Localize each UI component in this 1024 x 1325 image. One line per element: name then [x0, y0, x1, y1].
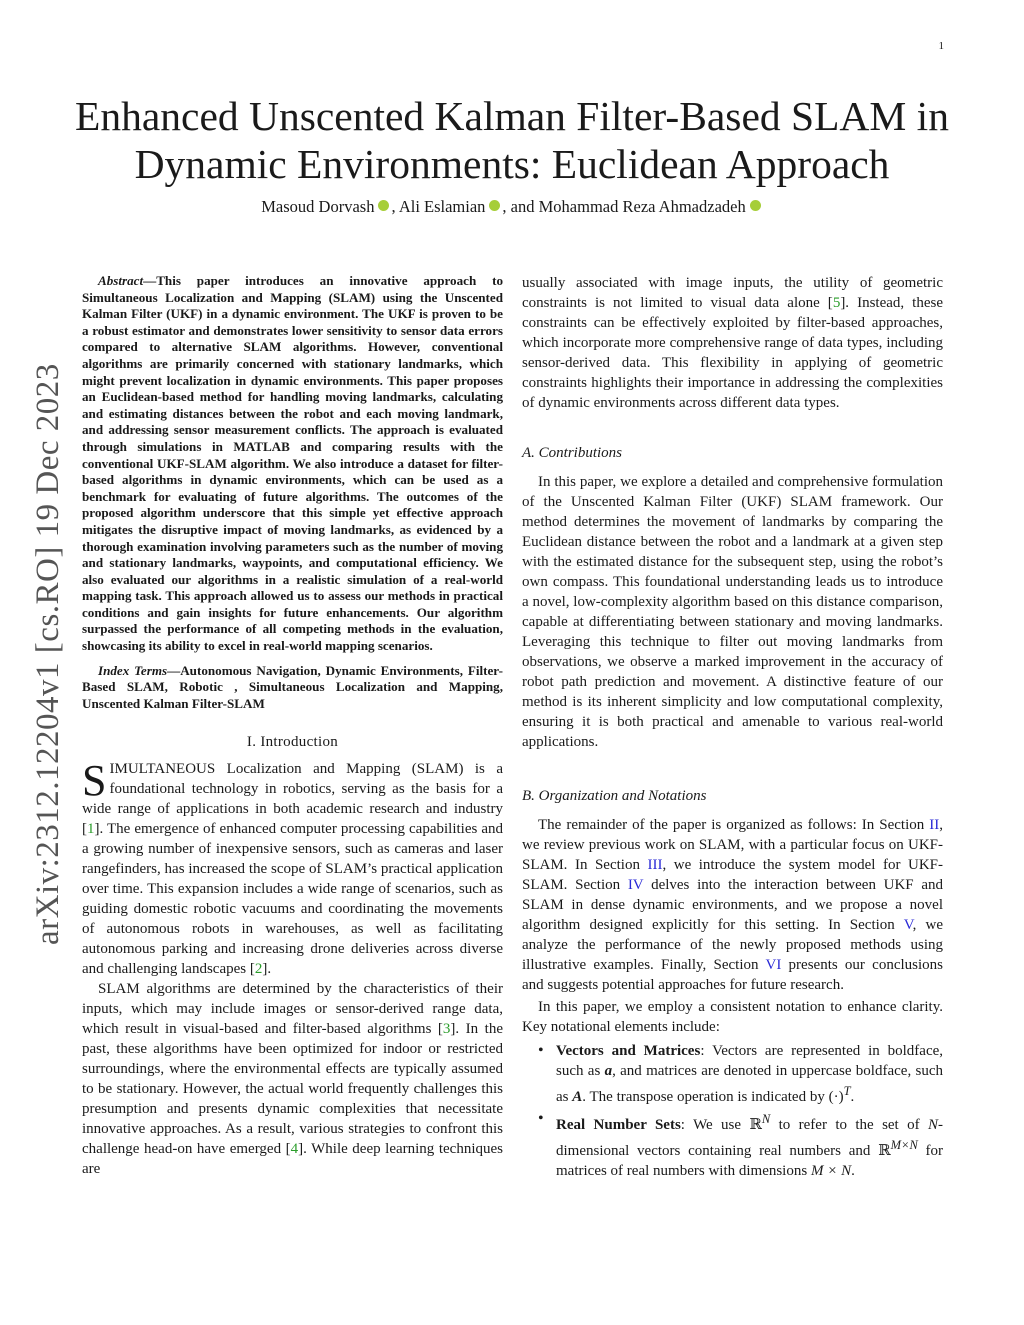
paragraph-text: usually associated with image inputs, the utility of geometric constraints is not limited to visual data alone [ [522, 275, 943, 311]
list-item [556, 1041, 943, 1107]
subsection-heading-organization: B. Organization and Notations [522, 788, 707, 804]
author-list: Masoud Dorvash , Ali Eslamian , and Mohammad Reza Ahmadzadeh [60, 197, 964, 217]
list-item-label: Vectors and Matrices [556, 1043, 701, 1059]
right-column [522, 273, 943, 1183]
page-number: 1 [938, 40, 944, 52]
citation-link[interactable]: 1 [87, 821, 95, 838]
arxiv-identifier[interactable]: arXiv:2312.12204v1 [cs.RO] 19 Dec 2023 [30, 363, 66, 945]
subsection-heading-contributions: A. Contributions [522, 445, 623, 461]
math-superscript: M×N [890, 1138, 918, 1152]
citation-link[interactable]: 3 [442, 1021, 451, 1038]
contributions-paragraph: In this paper, we explore a detailed and comprehensive formulation of the Unscented Kalman Filter (UKF) SLAM framework. Our method determines the movement of landmarks by comparing the Euclidean distance between the robot and a landmark at a given step with the estimated distance for the subsequent step, using the robot’s own compass. This foundational understanding leads us to introduce a novel, low-complexity algorithm based on this distance comparison, capable at differentiating between stationary and moving landmarks. Leveraging this technique to filter out moving landmarks from observations, we observe a marked improvement in the accuracy of robot path prediction and movement. A distinctive feature of our method is its inherent simplicity and low computational complexity, ensuring it is both practical and amenable to various real-world applications. [522, 474, 943, 750]
section-link[interactable]: IV [627, 877, 644, 893]
paragraph-text: The remainder of the paper is organized as follows: In Section [538, 817, 930, 833]
intro-paragraph-2-continued [522, 273, 943, 413]
intro-paragraph-1 [82, 756, 503, 979]
paragraph-text: -dimensional vectors containing real numbers and ℝ [556, 1117, 943, 1159]
orcid-icon[interactable] [750, 200, 761, 211]
list-item-label: Real Number Sets [556, 1117, 681, 1133]
paragraph-text: to refer to the set of [770, 1117, 928, 1133]
paragraph-text: . The transpose operation is indicated by (·) [582, 1089, 844, 1105]
list-item [556, 1109, 943, 1181]
section-link[interactable]: II [929, 817, 940, 833]
section-link[interactable]: V [903, 917, 913, 933]
paragraph-text: : Vectors are represented in boldface, such as [556, 1043, 944, 1079]
abstract [82, 273, 503, 655]
section-link[interactable]: III [647, 857, 663, 873]
abstract-text: —This paper introduces an innovative approach to Simultaneous Localization and Mapping (SLAM) using the Unscented Kalman Filter (UKF) in a dynamic environment. The UKF is proven to be a robust estimator and demonstrates lower sensitivity to sensor data errors compared to alternative SLAM algorithms. However, conventional algorithms are primarily concerned with stationary landmarks, which might prevent localization in dynamic environments. This paper proposes an Euclidean-based method for handling moving landmarks, calculating and estimating distances between the robot and each moving landmark, and addressing sensor measurement conflicts. The approach is evaluated through simulations in MATLAB and comparing results with the conventional UKF-SLAM algorithm. We also introduce a dataset for filter-based algorithms in dynamic environments, which can be used as a benchmark for evaluating of future algorithms. The outcomes of the proposed algorithm underscore that this simple yet effective approach mitigates the disruptive impact of moving landmarks, as evidenced by a thorough examination involving parameters such as the number of moving and stationary landmarks, waypoints, and computational efficiency. We also evaluated our algorithms in a realistic simulation of a real-world mapping task. This approach allowed us to assess our methods in practical conditions and gain insights for future enhancements. Our algorithm surpassed the performance of all competing methods in the evaluation, showcasing its ability to excel in real-world mapping scenarios. [82, 273, 503, 654]
paragraph-text: ]. The emergence of enhanced computer processing capabilities and a growing number of inexpensive sensors, such as cameras and laser rangefinders, has increased the scope of SLAM’s practical application over time. This expansion includes a wide range of scenarios, such as guiding domestic robotic vacuums and coordinating the movements of autonomous robots in warehouses, as well as facilitating autonomous parking and increasing drone deliveries across diverse and challenging landscapes [ [82, 821, 503, 978]
math-superscript: N [761, 1112, 771, 1126]
math-symbol: a [604, 1063, 613, 1079]
author-conjunction: , and [502, 197, 535, 216]
section-link[interactable]: VI [765, 957, 782, 973]
paper-title [60, 92, 964, 188]
paragraph-text: , we analyze the performance of the newly proposed methods using illustrative examples. Finally, Section [522, 917, 943, 973]
math-symbol: A [572, 1089, 583, 1105]
index-terms-label: Index Terms [98, 662, 168, 678]
paragraph-text: , we introduce the system model for UKF-SLAM. Section [522, 857, 943, 893]
paragraph-text: . [851, 1163, 855, 1179]
math-superscript: T [843, 1084, 851, 1098]
paragraph-text: , we review previous work on SLAM, with a particular focus on UKF-SLAM. In Section [522, 817, 943, 873]
left-column [82, 273, 503, 1179]
title-line-1: Enhanced Unscented Kalman Filter-Based SLAM in [75, 93, 949, 139]
index-terms [82, 663, 503, 713]
index-terms-text: —Autonomous Navigation, Dynamic Environments, Filter-Based SLAM, Robotic , Simultaneous Localization and Mapping, Unscented Kalman Filter-SLAM [82, 662, 503, 711]
paragraph-text: ]. Instead, these constraints can be effectively exploited by filter-based approaches, which incorporate more comprehensive range of data types, including sensor-derived data. This flexibility in applying of geometric constraints highlights their importance in addressing the complexities of dynamic environments across different data types. [522, 295, 943, 411]
abstract-label: Abstract [98, 273, 144, 288]
author-2: Ali Eslamian [398, 197, 486, 216]
organization-paragraph [522, 815, 943, 995]
paragraph-text: . [850, 1089, 855, 1105]
orcid-icon[interactable] [489, 200, 500, 211]
paragraph-text: for matrices of real numbers with dimensions [556, 1143, 943, 1179]
citation-link[interactable]: 2 [254, 961, 263, 978]
paragraph-text: SLAM algorithms are determined by the characteristics of their inputs, which may include images or sensor-derived range data, which result in visual-based and filter-based algorithms [ [82, 981, 503, 1038]
section-heading-introduction: I. Introduction [246, 734, 339, 751]
orcid-icon[interactable] [378, 200, 389, 211]
intro-paragraph-2 [82, 979, 503, 1179]
paragraph-text: IMULTANEOUS Localization and Mapping (SLAM) is a foundational technology in robotics, serving as the basis for a wide range of applications in both academic research and industry [ [82, 761, 503, 838]
math-symbol: N [927, 1117, 938, 1133]
author-1: Masoud Dorvash [261, 197, 375, 216]
paragraph-text: presents our conclusions and suggests potential approaches for future research. [522, 957, 943, 993]
drop-cap: S [82, 756, 107, 806]
notation-list [522, 1041, 943, 1181]
paragraph-text: ]. In the past, these algorithms have been optimized for indoor or restricted surroundings, where the environmental effects are typically assumed to be stationary. However, the actual world frequently challenges this presumption and presents dynamic complexities that necessitate innovative approaches. As a result, various strategies to confront this challenge head-on have emerged [ [82, 1021, 503, 1158]
math-symbol: M × N [810, 1163, 852, 1179]
notation-intro-paragraph: In this paper, we employ a consistent notation to enhance clarity. Key notational elements include: [522, 999, 943, 1035]
paragraph-text: ]. [262, 961, 272, 978]
paragraph-text: : We use ℝ [680, 1117, 762, 1133]
citation-link[interactable]: 4 [290, 1141, 299, 1158]
citation-link[interactable]: 5 [832, 295, 841, 311]
paragraph-text: ]. While deep learning techniques are [82, 1141, 503, 1178]
paragraph-text: delves into the interaction between UKF and SLAM in dense dynamic environments, and we propose a novel algorithm designed explicitly for this setting. In Section [522, 877, 943, 933]
author-3: Mohammad Reza Ahmadzadeh [538, 197, 746, 216]
paragraph-text: , and matrices are denoted in uppercase boldface, such as [556, 1063, 943, 1105]
title-line-2: Dynamic Environments: Euclidean Approach [134, 141, 890, 187]
